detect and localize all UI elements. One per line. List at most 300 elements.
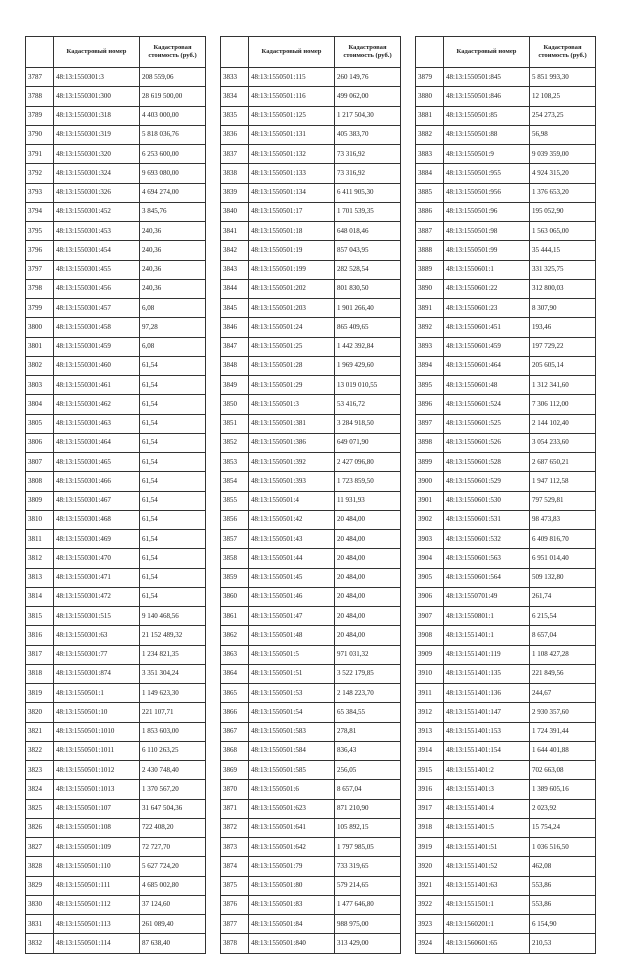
cadastral-value: 210,53 — [530, 934, 596, 953]
header-number — [221, 37, 249, 68]
cadastral-value: 1 644 401,88 — [530, 741, 596, 760]
cadastral-value: 97,28 — [140, 318, 206, 337]
table-row — [221, 68, 401, 87]
cadastral-value: 61,54 — [140, 549, 206, 568]
row-number: 3876 — [221, 895, 249, 914]
table-row — [26, 684, 206, 703]
cadastral-value: 648 018,46 — [335, 222, 401, 241]
table-row — [26, 106, 206, 125]
table-row — [416, 510, 596, 529]
cadastral-value: 72 727,70 — [140, 838, 206, 857]
table-row — [26, 722, 206, 741]
row-number: 3820 — [26, 703, 54, 722]
cadastral-number: 48:13:1550501:43 — [249, 530, 335, 549]
cadastral-value: 73 316,92 — [335, 145, 401, 164]
cadastral-value: 87 638,40 — [140, 934, 206, 953]
table-row — [26, 279, 206, 298]
cadastral-value: 1 370 567,20 — [140, 780, 206, 799]
cadastral-number: 48:13:1550301:326 — [54, 183, 140, 202]
cadastral-number: 48:13:1550301:320 — [54, 145, 140, 164]
row-number: 3855 — [221, 491, 249, 510]
table-row — [416, 279, 596, 298]
cadastral-number: 48:13:1550301:454 — [54, 241, 140, 260]
table-row — [26, 915, 206, 934]
cadastral-value: 971 031,32 — [335, 645, 401, 664]
cadastral-value: 1 477 646,80 — [335, 895, 401, 914]
table-row — [221, 145, 401, 164]
cadastral-value: 1 217 504,30 — [335, 106, 401, 125]
cadastral-value: 1 389 605,16 — [530, 780, 596, 799]
row-number: 3864 — [221, 664, 249, 683]
cadastral-number: 48:13:1551401:52 — [444, 857, 530, 876]
cadastral-value: 20 484,00 — [335, 626, 401, 645]
cadastral-number: 48:13:1550501:85 — [444, 106, 530, 125]
cadastral-value: 98 473,83 — [530, 510, 596, 529]
cadastral-number: 48:13:1550301:462 — [54, 395, 140, 414]
header-number — [26, 37, 54, 68]
cadastral-number: 48:13:1551401:153 — [444, 722, 530, 741]
cadastral-number: 48:13:1551401:63 — [444, 876, 530, 895]
row-number: 3896 — [416, 395, 444, 414]
cadastral-number: 48:13:1550301:458 — [54, 318, 140, 337]
cadastral-value: 3 351 304,24 — [140, 664, 206, 683]
cadastral-number: 48:13:1550301:455 — [54, 260, 140, 279]
cadastral-number: 48:13:1550301:470 — [54, 549, 140, 568]
cadastral-number: 48:13:1550501:845 — [444, 68, 530, 87]
cadastral-number: 48:13:1550501:19 — [249, 241, 335, 260]
table-row — [26, 741, 206, 760]
table-row — [221, 222, 401, 241]
row-number: 3831 — [26, 915, 54, 934]
table-row — [416, 318, 596, 337]
row-number: 3909 — [416, 645, 444, 664]
row-number: 3859 — [221, 568, 249, 587]
cadastral-number: 48:13:1550301:318 — [54, 106, 140, 125]
row-number: 3817 — [26, 645, 54, 664]
cadastral-number: 48:13:1550501:10 — [54, 703, 140, 722]
cadastral-number: 48:13:1550501:955 — [444, 164, 530, 183]
table-row — [26, 491, 206, 510]
cadastral-number: 48:13:1550501:83 — [249, 895, 335, 914]
table-row — [416, 106, 596, 125]
cadastral-value: 240,36 — [140, 241, 206, 260]
table-row — [416, 818, 596, 837]
table-row — [26, 145, 206, 164]
row-number: 3882 — [416, 125, 444, 144]
row-number: 3811 — [26, 530, 54, 549]
cadastral-value: 20 484,00 — [335, 568, 401, 587]
cadastral-value: 553,86 — [530, 895, 596, 914]
header-cadastral-number: Кадастровый номер — [444, 37, 530, 68]
cadastral-number: 48:13:1551401:135 — [444, 664, 530, 683]
cadastral-value: 8 657,04 — [335, 780, 401, 799]
row-number: 3905 — [416, 568, 444, 587]
cadastral-number: 48:13:1550301:456 — [54, 279, 140, 298]
cadastral-value: 5 627 724,20 — [140, 857, 206, 876]
table-row — [26, 645, 206, 664]
table-row — [416, 626, 596, 645]
table-row — [416, 125, 596, 144]
table-row — [26, 164, 206, 183]
table-row — [221, 741, 401, 760]
row-number: 3828 — [26, 857, 54, 876]
table-row — [416, 761, 596, 780]
row-number: 3832 — [26, 934, 54, 953]
cadastral-value: 9 140 468,56 — [140, 607, 206, 626]
cadastral-value: 13 019 010,55 — [335, 376, 401, 395]
table-row — [221, 164, 401, 183]
row-number: 3880 — [416, 87, 444, 106]
row-number: 3851 — [221, 414, 249, 433]
table-row — [221, 722, 401, 741]
row-number: 3808 — [26, 472, 54, 491]
table-row — [221, 241, 401, 260]
row-number: 3789 — [26, 106, 54, 125]
table-row — [416, 68, 596, 87]
table-row — [221, 645, 401, 664]
row-number: 3810 — [26, 510, 54, 529]
cadastral-value: 331 325,75 — [530, 260, 596, 279]
table-row — [221, 318, 401, 337]
cadastral-value: 208 559,06 — [140, 68, 206, 87]
cadastral-value: 722 408,20 — [140, 818, 206, 837]
row-number: 3807 — [26, 453, 54, 472]
table-row — [26, 87, 206, 106]
row-number: 3886 — [416, 202, 444, 221]
table-row — [26, 799, 206, 818]
cadastral-number: 48:13:1550501:381 — [249, 414, 335, 433]
cadastral-value: 12 108,25 — [530, 87, 596, 106]
table-row — [221, 568, 401, 587]
cadastral-value: 1 149 623,30 — [140, 684, 206, 703]
cadastral-value: 20 484,00 — [335, 607, 401, 626]
cadastral-number: 48:13:1550501:18 — [249, 222, 335, 241]
cadastral-value: 221 107,71 — [140, 703, 206, 722]
row-number: 3814 — [26, 587, 54, 606]
cadastral-number: 48:13:1551401:5 — [444, 818, 530, 837]
row-number: 3821 — [26, 722, 54, 741]
header-cadastral-number: Кадастровый номер — [249, 37, 335, 68]
row-number: 3893 — [416, 337, 444, 356]
cadastral-value: 35 444,15 — [530, 241, 596, 260]
cadastral-number: 48:13:1550801:1 — [444, 607, 530, 626]
row-number: 3907 — [416, 607, 444, 626]
row-number: 3801 — [26, 337, 54, 356]
row-number: 3877 — [221, 915, 249, 934]
cadastral-number: 48:13:1550501:46 — [249, 587, 335, 606]
row-number: 3869 — [221, 761, 249, 780]
row-number: 3902 — [416, 510, 444, 529]
table-row — [26, 876, 206, 895]
row-number: 3858 — [221, 549, 249, 568]
cadastral-value: 61,54 — [140, 568, 206, 587]
row-number: 3805 — [26, 414, 54, 433]
cadastral-number: 48:13:1550601:451 — [444, 318, 530, 337]
cadastral-value: 1 947 112,58 — [530, 472, 596, 491]
cadastral-number: 48:13:1550501:42 — [249, 510, 335, 529]
cadastral-number: 48:13:1550501:202 — [249, 279, 335, 298]
cadastral-table-1 — [25, 36, 206, 954]
table-row — [221, 279, 401, 298]
row-number: 3879 — [416, 68, 444, 87]
cadastral-number: 48:13:1550501:107 — [54, 799, 140, 818]
cadastral-value: 8 307,90 — [530, 299, 596, 318]
cadastral-number: 48:13:1550501:114 — [54, 934, 140, 953]
row-number: 3816 — [26, 626, 54, 645]
cadastral-value: 73 316,92 — [335, 164, 401, 183]
cadastral-value: 1 376 653,20 — [530, 183, 596, 202]
row-number: 3903 — [416, 530, 444, 549]
row-number: 3904 — [416, 549, 444, 568]
cadastral-value: 61,54 — [140, 587, 206, 606]
cadastral-number: 48:13:1550501:132 — [249, 145, 335, 164]
table-row — [26, 183, 206, 202]
row-number: 3809 — [26, 491, 54, 510]
cadastral-value: 282 528,54 — [335, 260, 401, 279]
cadastral-number: 48:13:1551501:1 — [444, 895, 530, 914]
cadastral-value: 3 845,76 — [140, 202, 206, 221]
cadastral-number: 48:13:1550501:199 — [249, 260, 335, 279]
table-row — [416, 568, 596, 587]
cadastral-number: 48:13:1550601:459 — [444, 337, 530, 356]
row-number: 3788 — [26, 87, 54, 106]
table-row — [26, 626, 206, 645]
cadastral-number: 48:13:1550601:526 — [444, 433, 530, 452]
cadastral-number: 48:13:1550501:1 — [54, 684, 140, 703]
cadastral-value: 2 687 650,21 — [530, 453, 596, 472]
cadastral-number: 48:13:1550501:25 — [249, 337, 335, 356]
table-row — [416, 684, 596, 703]
cadastral-number: 48:13:1550301:465 — [54, 453, 140, 472]
cadastral-value: 4 924 315,20 — [530, 164, 596, 183]
table-row — [416, 145, 596, 164]
cadastral-value: 6,08 — [140, 299, 206, 318]
header-cadastral-value: Кадастровая стоимость (руб.) — [335, 37, 401, 68]
cadastral-value: 261,74 — [530, 587, 596, 606]
table-row — [26, 337, 206, 356]
cadastral-value: 1 701 539,35 — [335, 202, 401, 221]
table-row — [221, 260, 401, 279]
table-row — [416, 337, 596, 356]
cadastral-number: 48:13:1550601:525 — [444, 414, 530, 433]
table-row — [221, 761, 401, 780]
table-row — [221, 299, 401, 318]
row-number: 3853 — [221, 453, 249, 472]
cadastral-value: 6,08 — [140, 337, 206, 356]
row-number: 3837 — [221, 145, 249, 164]
table-row — [26, 761, 206, 780]
row-number: 3823 — [26, 761, 54, 780]
cadastral-number: 48:13:1550601:23 — [444, 299, 530, 318]
cadastral-value: 240,36 — [140, 279, 206, 298]
table-row — [416, 838, 596, 857]
cadastral-value: 11 931,93 — [335, 491, 401, 510]
table-row — [26, 241, 206, 260]
cadastral-value: 105 892,15 — [335, 818, 401, 837]
cadastral-value: 1 036 516,50 — [530, 838, 596, 857]
cadastral-number: 48:13:1550501:584 — [249, 741, 335, 760]
row-number: 3860 — [221, 587, 249, 606]
cadastral-value: 195 052,90 — [530, 202, 596, 221]
row-number: 3825 — [26, 799, 54, 818]
table-row — [221, 530, 401, 549]
table-row — [26, 934, 206, 953]
table-row — [416, 376, 596, 395]
row-number: 3884 — [416, 164, 444, 183]
cadastral-value: 857 043,95 — [335, 241, 401, 260]
row-number: 3852 — [221, 433, 249, 452]
cadastral-value: 2 427 096,80 — [335, 453, 401, 472]
row-number: 3802 — [26, 356, 54, 375]
table-row — [26, 125, 206, 144]
cadastral-number: 48:13:1550301:453 — [54, 222, 140, 241]
cadastral-number: 48:13:1550601:524 — [444, 395, 530, 414]
row-number: 3924 — [416, 934, 444, 953]
cadastral-number: 48:13:1551401:136 — [444, 684, 530, 703]
cadastral-number: 48:13:1550301:472 — [54, 587, 140, 606]
cadastral-number: 48:13:1551401:1 — [444, 626, 530, 645]
cadastral-value: 7 306 112,00 — [530, 395, 596, 414]
cadastral-number: 48:13:1550501:88 — [444, 125, 530, 144]
cadastral-number: 48:13:1550501:1010 — [54, 722, 140, 741]
cadastral-value: 871 210,90 — [335, 799, 401, 818]
cadastral-number: 48:13:1550601:532 — [444, 530, 530, 549]
cadastral-value: 6 951 014,40 — [530, 549, 596, 568]
row-number: 3872 — [221, 818, 249, 837]
cadastral-value: 5 851 993,30 — [530, 68, 596, 87]
cadastral-value: 1 797 985,05 — [335, 838, 401, 857]
table-row — [26, 318, 206, 337]
row-number: 3914 — [416, 741, 444, 760]
row-number: 3799 — [26, 299, 54, 318]
cadastral-value: 865 409,65 — [335, 318, 401, 337]
cadastral-number: 48:13:1550501:585 — [249, 761, 335, 780]
row-number: 3803 — [26, 376, 54, 395]
row-number: 3873 — [221, 838, 249, 857]
cadastral-number: 48:13:1550301:464 — [54, 433, 140, 452]
table-row — [416, 222, 596, 241]
cadastral-number: 48:13:1550501:392 — [249, 453, 335, 472]
cadastral-value: 1 234 821,35 — [140, 645, 206, 664]
table-row — [26, 202, 206, 221]
cadastral-number: 48:13:1550501:112 — [54, 895, 140, 914]
row-number: 3906 — [416, 587, 444, 606]
row-number: 3881 — [416, 106, 444, 125]
cadastral-value: 702 663,08 — [530, 761, 596, 780]
row-number: 3804 — [26, 395, 54, 414]
table-header-row — [221, 37, 401, 68]
row-number: 3878 — [221, 934, 249, 953]
cadastral-number: 48:13:1550501:1011 — [54, 741, 140, 760]
cadastral-number: 48:13:1550501:47 — [249, 607, 335, 626]
cadastral-number: 48:13:1550601:1 — [444, 260, 530, 279]
row-number: 3917 — [416, 799, 444, 818]
cadastral-number: 48:13:1550501:29 — [249, 376, 335, 395]
row-number: 3870 — [221, 780, 249, 799]
row-number: 3901 — [416, 491, 444, 510]
table-row — [26, 395, 206, 414]
cadastral-number: 48:13:1550501:846 — [444, 87, 530, 106]
row-number: 3863 — [221, 645, 249, 664]
table-row — [416, 722, 596, 741]
row-number: 3798 — [26, 279, 54, 298]
table-row — [416, 876, 596, 895]
cadastral-number: 48:13:1550501:113 — [54, 915, 140, 934]
table-row — [221, 453, 401, 472]
row-number: 3793 — [26, 183, 54, 202]
cadastral-number: 48:13:1550501:28 — [249, 356, 335, 375]
row-number: 3923 — [416, 915, 444, 934]
table-row — [26, 818, 206, 837]
cadastral-value: 836,43 — [335, 741, 401, 760]
cadastral-value: 1 563 065,00 — [530, 222, 596, 241]
table-row — [26, 530, 206, 549]
row-number: 3918 — [416, 818, 444, 837]
cadastral-number: 48:13:1550301:874 — [54, 664, 140, 683]
row-number: 3790 — [26, 125, 54, 144]
row-number: 3847 — [221, 337, 249, 356]
row-number: 3887 — [416, 222, 444, 241]
row-number: 3845 — [221, 299, 249, 318]
row-number: 3912 — [416, 703, 444, 722]
cadastral-value: 579 214,65 — [335, 876, 401, 895]
cadastral-number: 48:13:1550301:3 — [54, 68, 140, 87]
cadastral-value: 2 930 357,60 — [530, 703, 596, 722]
cadastral-number: 48:13:1550301:466 — [54, 472, 140, 491]
cadastral-number: 48:13:1551401:2 — [444, 761, 530, 780]
table-row — [416, 395, 596, 414]
cadastral-value: 260 149,76 — [335, 68, 401, 87]
header-number — [416, 37, 444, 68]
cadastral-number: 48:13:1550501:116 — [249, 87, 335, 106]
cadastral-value: 61,54 — [140, 395, 206, 414]
cadastral-number: 48:13:1550501:98 — [444, 222, 530, 241]
cadastral-number: 48:13:1550501:3 — [249, 395, 335, 414]
cadastral-value: 1 724 391,44 — [530, 722, 596, 741]
cadastral-number: 48:13:1550501:109 — [54, 838, 140, 857]
cadastral-number: 48:13:1550501:393 — [249, 472, 335, 491]
row-number: 3806 — [26, 433, 54, 452]
cadastral-value: 462,08 — [530, 857, 596, 876]
row-number: 3826 — [26, 818, 54, 837]
cadastral-number: 48:13:1550301:319 — [54, 125, 140, 144]
cadastral-value: 53 416,72 — [335, 395, 401, 414]
row-number: 3849 — [221, 376, 249, 395]
row-number: 3791 — [26, 145, 54, 164]
table-row — [26, 857, 206, 876]
table-row — [416, 664, 596, 683]
row-number: 3850 — [221, 395, 249, 414]
table-row — [416, 356, 596, 375]
cadastral-value: 20 484,00 — [335, 510, 401, 529]
table-row — [26, 780, 206, 799]
row-number: 3834 — [221, 87, 249, 106]
cadastral-value: 15 754,24 — [530, 818, 596, 837]
cadastral-number: 48:13:1550501:108 — [54, 818, 140, 837]
row-number: 3833 — [221, 68, 249, 87]
cadastral-number: 48:13:1550501:110 — [54, 857, 140, 876]
cadastral-value: 733 319,65 — [335, 857, 401, 876]
cadastral-number: 48:13:1550301:460 — [54, 356, 140, 375]
cadastral-number: 48:13:1550301:471 — [54, 568, 140, 587]
cadastral-value: 801 830,50 — [335, 279, 401, 298]
cadastral-value: 256,05 — [335, 761, 401, 780]
cadastral-number: 48:13:1550501:203 — [249, 299, 335, 318]
row-number: 3818 — [26, 664, 54, 683]
table-row — [416, 934, 596, 953]
row-number: 3913 — [416, 722, 444, 741]
table-row — [221, 376, 401, 395]
